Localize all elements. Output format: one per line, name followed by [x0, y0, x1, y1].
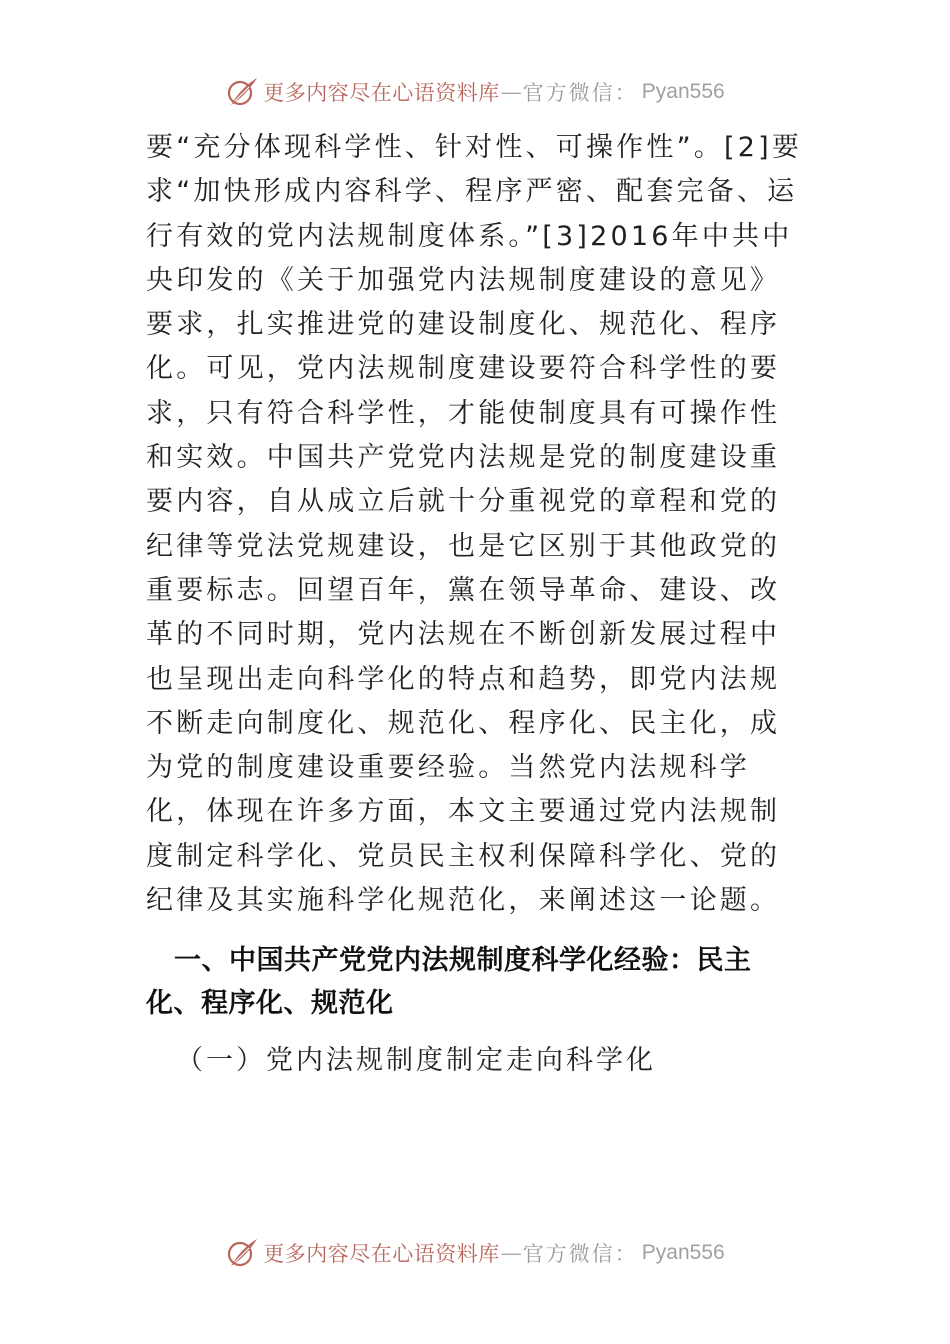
banner-site-name: 更多内容尽在心语资料库: [263, 1242, 500, 1266]
footer-banner: [0, 1233, 950, 1273]
header-banner: [0, 72, 950, 112]
banner-separator: —: [500, 80, 522, 104]
quill-logo-icon: [225, 1236, 259, 1270]
body-paragraph: 要“充分体现科学性、针对性、可操作性”。[2]要求“加快形成内容科学、程序严密、配套完备、运行有效的党内法规制度体系。”[3]2016年中共中央印发的《关于加强党内法规制度建设的意见》要求，扎实推进党的建设制度化、规范化、程序化。可见，党内法规制度建设要符合科学性的要求，只有符合科学性，才能使制度具有可操作性和实效。中国共产党党内法规是党的制度建设重要内容，自从成立后就十分重视党的章程和党的纪律等党法党规建设，也是它区别于其他政党的重要标志。回望百年，黨在领导革命、建设、改革的不同时期，党内法规在不断创新发展过程中也呈现出走向科学化的特点和趋势，即党内法规不断走向制度化、规范化、程序化、民主化，成为党的制度建设重要经验。当然党内法规科学化，体现在许多方面，本文主要通过党内法规制度制定科学化、党员民主权利保障科学化、党的纪律及其实施科学化规范化，来阐述这一论题。: [146, 132, 803, 917]
document-body: [146, 126, 806, 1083]
banner-separator: —: [500, 1241, 522, 1265]
banner-wechat-label: 官方微信：: [522, 1242, 638, 1266]
section-heading: 一、中国共产党党内法规制度科学化经验：民主化、程序化、规范化: [146, 945, 752, 1020]
banner-wechat-id: Pyan556: [641, 1241, 725, 1264]
banner-wechat-label: 官方微信：: [522, 81, 638, 105]
subsection-heading: （一）党内法规制度制定走向科学化: [176, 1045, 656, 1077]
banner-wechat-id: Pyan556: [641, 80, 725, 103]
banner-site-name: 更多内容尽在心语资料库: [263, 81, 500, 105]
quill-logo-icon: [225, 75, 259, 109]
